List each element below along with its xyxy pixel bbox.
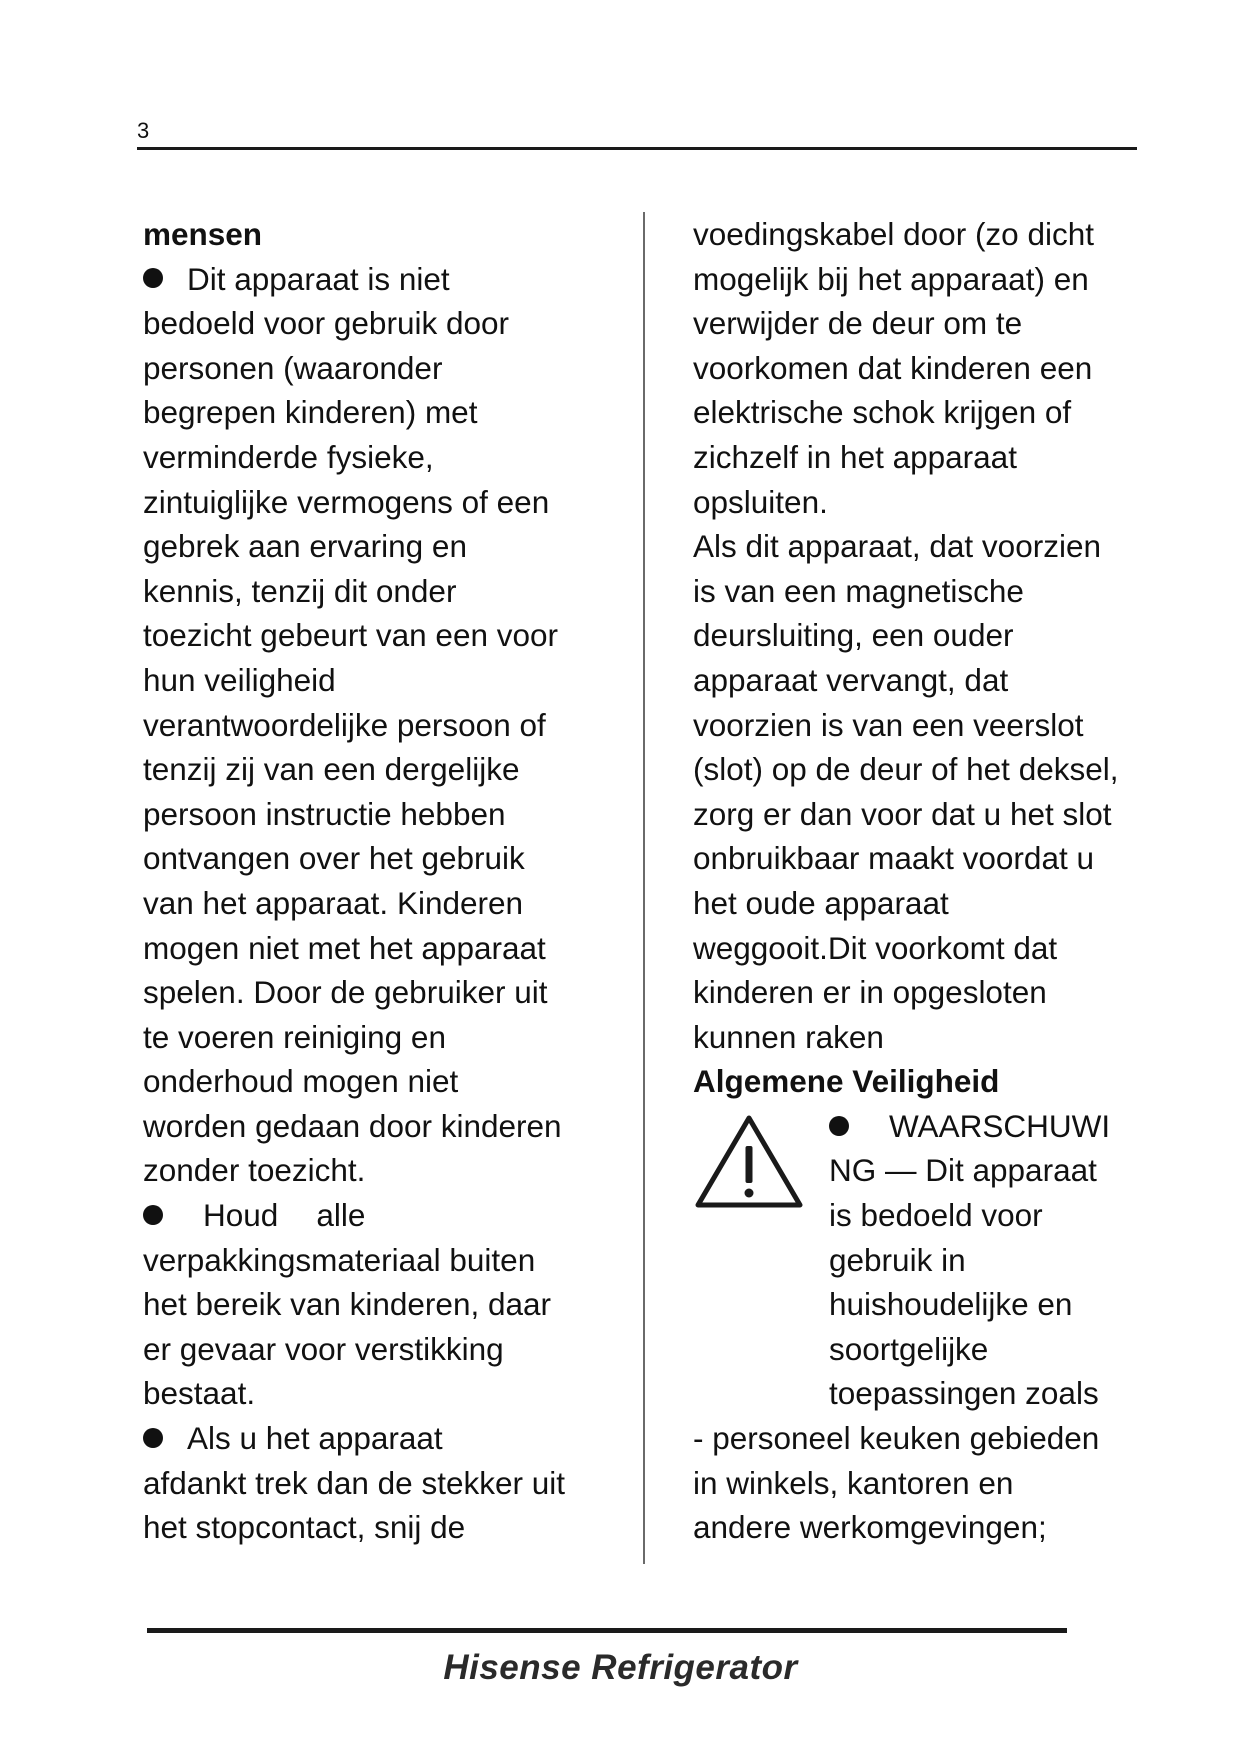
text-line: kunnen raken: [693, 1018, 884, 1055]
text-line: persoon instructie hebben: [143, 795, 506, 832]
bullet-icon: [143, 1205, 163, 1225]
footer-rule: [147, 1628, 1067, 1633]
text-line: verwijder de deur om te: [693, 305, 1023, 342]
text-line: in winkels, kantoren en: [693, 1464, 1014, 1501]
text-line: gebruik in: [829, 1241, 966, 1278]
text-line: elektrische schok krijgen of: [693, 394, 1072, 431]
text-line: tenzij zij van een dergelijke: [143, 751, 520, 788]
section-heading: Algemene Veiligheid: [693, 1063, 1000, 1100]
bullet-item: [143, 1416, 643, 1461]
text-line: Als u het apparaat: [187, 1420, 443, 1457]
text-line: begrepen kinderen) met: [143, 394, 478, 431]
bullet-item: [143, 1193, 643, 1238]
text-line: (slot) op de deur of het deksel,: [693, 751, 1119, 788]
text-line: onbruikbaar maakt voordat u: [693, 840, 1094, 877]
text-line: het oude apparaat: [693, 884, 949, 921]
text-line: Als dit apparaat, dat voorzien: [693, 528, 1101, 565]
bullet-icon: [829, 1116, 849, 1136]
text-line: opsluiten.: [693, 483, 828, 520]
text-line: bedoeld voor gebruik door: [143, 305, 510, 342]
page-number: 3: [137, 118, 150, 143]
text-line: WAARSCHUWI: [889, 1107, 1111, 1144]
text-line: verpakkingsmateriaal buiten: [143, 1241, 536, 1278]
text-line: van het apparaat. Kinderen: [143, 884, 524, 921]
text-line: mensen: [143, 216, 263, 252]
text-line: onderhoud mogen niet: [143, 1063, 459, 1100]
text-line: deursluiting, een ouder: [693, 617, 1014, 654]
text-line: zonder toezicht.: [143, 1152, 366, 1189]
text-line: weggooit.Dit voorkomt dat: [693, 929, 1058, 966]
right-column: [693, 212, 1163, 1550]
bullet-icon: [143, 1428, 163, 1448]
text-line: toezicht gebeurt van een voor: [143, 617, 559, 654]
text-line: toepassingen zoals: [829, 1375, 1099, 1412]
text-line: is van een magnetische: [693, 572, 1024, 609]
header-rule: [137, 147, 1137, 150]
text-line: personen (waaronder: [143, 349, 443, 386]
column-divider: [643, 212, 645, 1564]
text-line: mogelijk bij het apparaat) en: [693, 260, 1089, 297]
text-line: bestaat.: [143, 1375, 256, 1412]
text-line: te voeren reiniging en: [143, 1018, 446, 1055]
text-line: voorkomen dat kinderen een: [693, 349, 1093, 386]
text-line: spelen. Door de gebruiker uit: [143, 974, 548, 1011]
text-line: Dit apparaat is niet: [187, 260, 450, 297]
left-column: [143, 212, 643, 1550]
text-line: alle: [316, 1197, 366, 1234]
text-line: huishoudelijke en: [829, 1286, 1073, 1323]
text-line: soortgelijke: [829, 1330, 989, 1367]
text-line: gebrek aan ervaring en: [143, 528, 467, 565]
text-line: het bereik van kinderen, daar: [143, 1286, 552, 1323]
text-line: ontvangen over het gebruik: [143, 840, 525, 877]
text-line: zichzelf in het apparaat: [693, 438, 1017, 475]
text-line: is bedoeld voor: [829, 1197, 1043, 1234]
text-line: het stopcontact, snij de: [143, 1509, 466, 1546]
bullet-item: [143, 257, 643, 302]
text-line: zorg er dan voor dat u het slot: [693, 795, 1112, 832]
text-line: kinderen er in opgesloten: [693, 974, 1047, 1011]
text-line: verminderde fysieke,: [143, 438, 434, 475]
text-line: voedingskabel door (zo dicht: [693, 216, 1094, 252]
text-line: NG — Dit apparaat: [829, 1152, 1097, 1189]
text-line: afdankt trek dan de stekker uit: [143, 1464, 565, 1501]
text-line: andere werkomgevingen;: [693, 1509, 1047, 1546]
bullet-icon: [143, 268, 163, 288]
warning-triangle-icon: [693, 1112, 805, 1212]
text-line: kennis, tenzij dit onder: [143, 572, 457, 609]
text-line: zintuiglijke vermogens of een: [143, 483, 550, 520]
text-line: hun veiligheid: [143, 661, 336, 698]
text-line: verantwoordelijke persoon of: [143, 706, 546, 743]
text-line: mogen niet met het apparaat: [143, 929, 546, 966]
warning-block: [693, 1104, 1163, 1416]
text-line: er gevaar voor verstikking: [143, 1330, 504, 1367]
text-line: - personeel keuken gebieden: [693, 1420, 1100, 1457]
text-line: Houd: [203, 1197, 279, 1234]
text-line: worden gedaan door kinderen: [143, 1107, 562, 1144]
text-line: apparaat vervangt, dat: [693, 661, 1009, 698]
text-line: voorzien is van een veerslot: [693, 706, 1084, 743]
brand-footer: Hisense Refrigerator: [443, 1648, 798, 1687]
